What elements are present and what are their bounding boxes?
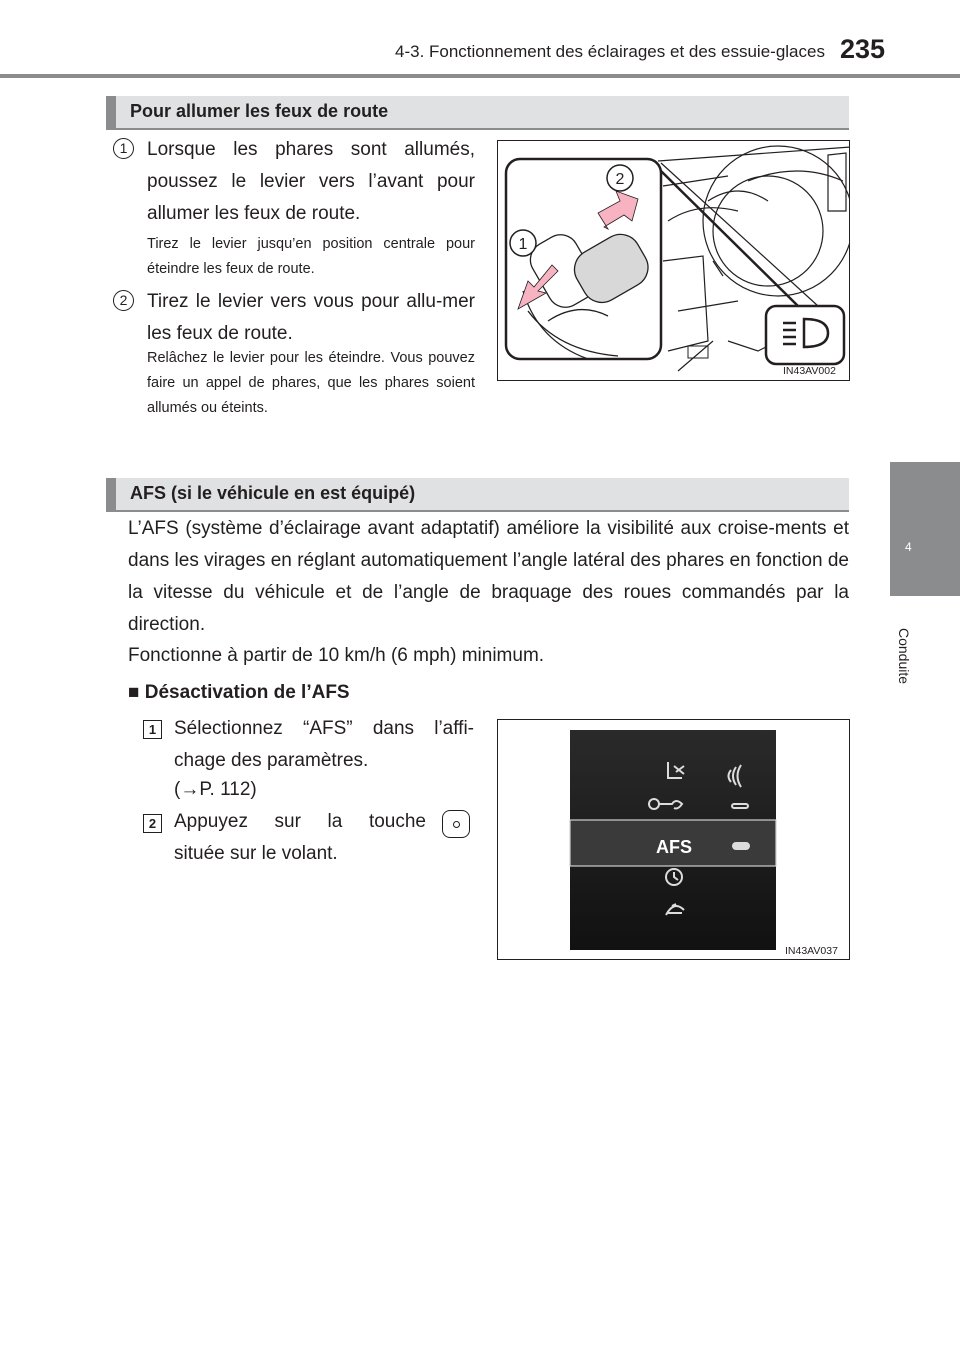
subheading-text: Désactivation de l’AFS (144, 682, 350, 703)
section-heading-high-beam (106, 96, 849, 130)
page-number: 235 (840, 34, 886, 64)
chapter-label: Conduite (896, 628, 912, 685)
afs-subheading (128, 677, 528, 709)
step-2-note: Relâchez le levier pour les éteindre. Vous pouvez faire un appel de phares, que les phares soient allumés ou éteints. (147, 350, 475, 416)
afs-display-drawing (498, 720, 850, 960)
figure-code: IN43AV037 (785, 945, 838, 957)
section-title: Pour allumer les feux de route (130, 101, 389, 121)
afs-speed-note: Fonctionne à partir de 10 km/h (6 mph) minimum. (128, 645, 545, 666)
square-bullet-icon: ■ (128, 682, 140, 703)
step-1-note: Tirez le levier jusqu’en position centrale pour éteindre les feux de route. (147, 236, 475, 277)
step-number-2: 2 (113, 290, 134, 311)
afs-display-label: AFS (656, 837, 692, 857)
afs-intro: L’AFS (système d’éclairage avant adaptatif) améliore la visibilité aux croise-ments et dans les virages en réglant automatiquement l’angle latéral des phares en fonction de la vitesse du véhicule et de l’angle de braquage des roues commandés par la direction. (128, 518, 849, 635)
step-2-text: Tirez le levier vers vous pour allu-mer les feux de route. (147, 291, 475, 344)
figure-code: IN43AV002 (783, 365, 836, 377)
step-1-text: Lorsque les phares sont allumés, poussez le levier vers l’avant pour allumer les feux de route. (147, 139, 475, 224)
afs-step-number-1: 1 (143, 720, 162, 739)
afs-step-2-text: Appuyez sur la touche située sur le volant. (174, 811, 426, 864)
lever-drawing (498, 141, 850, 381)
step-number-1: 1 (113, 138, 134, 159)
afs-display-illustration (497, 719, 850, 960)
steering-switch-icon (442, 810, 470, 838)
arrow-label-1: 1 (518, 236, 528, 253)
chapter-tab (890, 462, 960, 596)
chapter-number: 4 (905, 540, 912, 554)
running-header: 4-3. Fonctionnement des éclairages et des essuie-glaces (395, 42, 825, 61)
header-rule (0, 74, 960, 78)
arrow-label-2: 2 (615, 171, 625, 188)
section-title: AFS (si le véhicule en est équipé) (130, 483, 416, 503)
afs-step-number-2: 2 (143, 814, 162, 833)
afs-step-1-text: Sélectionnez “AFS” dans l’affi-chage des paramètres. (174, 718, 474, 771)
afs-step-1-ref: (→P. 112) (174, 779, 257, 800)
lever-illustration (497, 140, 850, 381)
section-heading-afs (106, 478, 849, 512)
